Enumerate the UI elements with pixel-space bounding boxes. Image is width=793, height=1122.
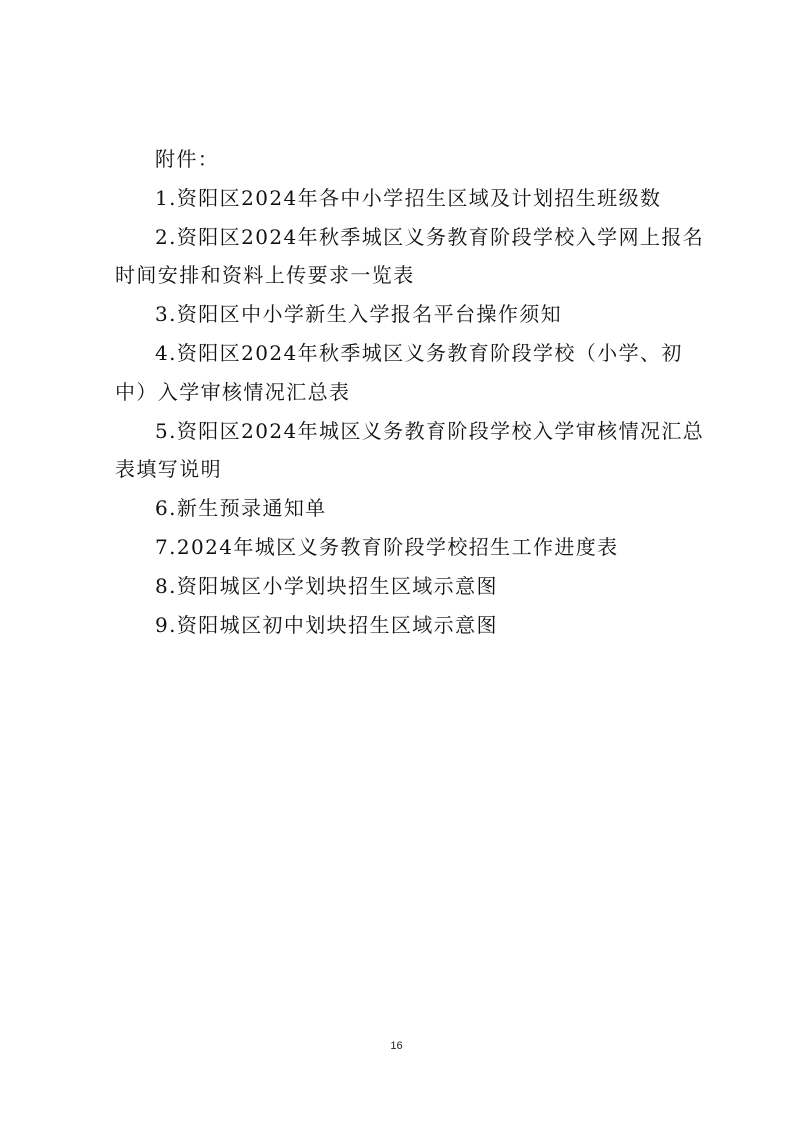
attachment-item-7: 7.2024年城区义务教育阶段学校招生工作进度表: [155, 534, 619, 559]
page-number: 16: [390, 1040, 403, 1052]
attachment-item-6: 6.新生预录通知单: [155, 496, 327, 521]
attachment-item-2: 2.资阳区2024年秋季城区义务教育阶段学校入学网上报名时间安排和资料上传要求一览表: [115, 224, 705, 288]
attachment-item-5: 5.资阳区2024年城区义务教育阶段学校入学审核情况汇总表填写说明: [115, 418, 705, 482]
attachment-item-1: 1.资阳区2024年各中小学招生区域及计划招生班级数: [155, 185, 662, 210]
attachment-heading: 附件：: [155, 147, 220, 171]
attachment-list: [115, 140, 705, 644]
attachment-item-4: 4.资阳区2024年秋季城区义务教育阶段学校（小学、初中）入学审核情况汇总表: [115, 340, 683, 404]
attachment-item-3: 3.资阳区中小学新生入学报名平台操作须知: [155, 302, 563, 327]
attachment-item-9: 9.资阳城区初中划块招生区域示意图: [155, 612, 498, 637]
attachment-item-8: 8.资阳城区小学划块招生区域示意图: [155, 573, 498, 598]
